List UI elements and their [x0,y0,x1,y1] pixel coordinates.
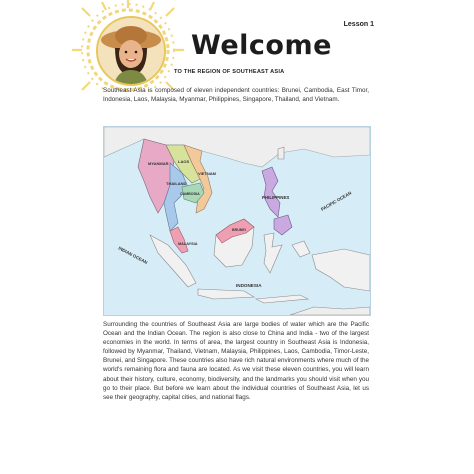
map-label-cambodia: CAMBODIA [180,192,200,196]
map-maluku [292,241,310,257]
map-philippines [262,167,280,217]
avatar [96,16,166,86]
map-label-indian-ocean: INDIAN OCEAN [117,245,149,266]
map-mindanao [274,215,292,235]
map-label-brunei: BRUNEI [232,228,246,232]
map-java [198,289,254,299]
map-label-myanmar: MYANMAR [148,161,169,166]
map-sulawesi [264,233,282,273]
lesson-number: Lesson 1 [343,21,374,28]
southeast-asia-map [103,126,371,316]
map-lesser-sunda [256,295,308,303]
map-graphic [104,127,370,315]
map-malaysia-peninsula [170,227,188,253]
page-title: Welcome [191,30,332,61]
map-australia [290,307,370,315]
map-taiwan [278,147,284,159]
map-label-vietnam: VIETNAM [198,171,216,176]
girl-portrait-icon [98,18,164,84]
map-label-malaysia: MALAYSIA [178,242,198,246]
page-subtitle: TO THE REGION OF SOUTHEAST ASIA [174,69,285,75]
map-label-laos: LAOS [178,159,190,164]
map-label-indonesia: INDONESIA [236,283,262,288]
body-paragraph: Surrounding the countries of Southeast Asia are large bodies of water which are the Pacific Ocean and the Indian Ocean. The region is also close to China and India - two of the largest economies in the world. In terms of area, the largest country in Southeast Asia is Indonesia, followed by Myanmar, Thailand, Vietnam, Malaysia, Philippines, Laos, Cambodia, Timor-Leste, Brunei, and Singapore. These countries also have rich natural environments where much of the world's remaining flora and fauna are located. As we visit these eleven countries, you will learn about their history, culture, economy, biodiversity, and the landmarks you should visit when you go to their place. But before we learn about the individual countries of Southeast Asia, let us see their geography, capital cities, and national flags. [103,321,369,401]
map-label-thailand: THAILAND [166,181,187,186]
map-label-philippines: PHILIPPINES [262,195,290,200]
intro-paragraph: Southeast Asia is composed of eleven independent countries: Brunei, Cambodia, East Timor, Indonesia, Laos, Malaysia, Myanmar, Philippines, Singapore, Thailand, and Vietnam. [103,87,369,104]
map-label-pacific-ocean: PACIFIC OCEAN [320,190,353,212]
map-new-guinea [312,249,370,291]
